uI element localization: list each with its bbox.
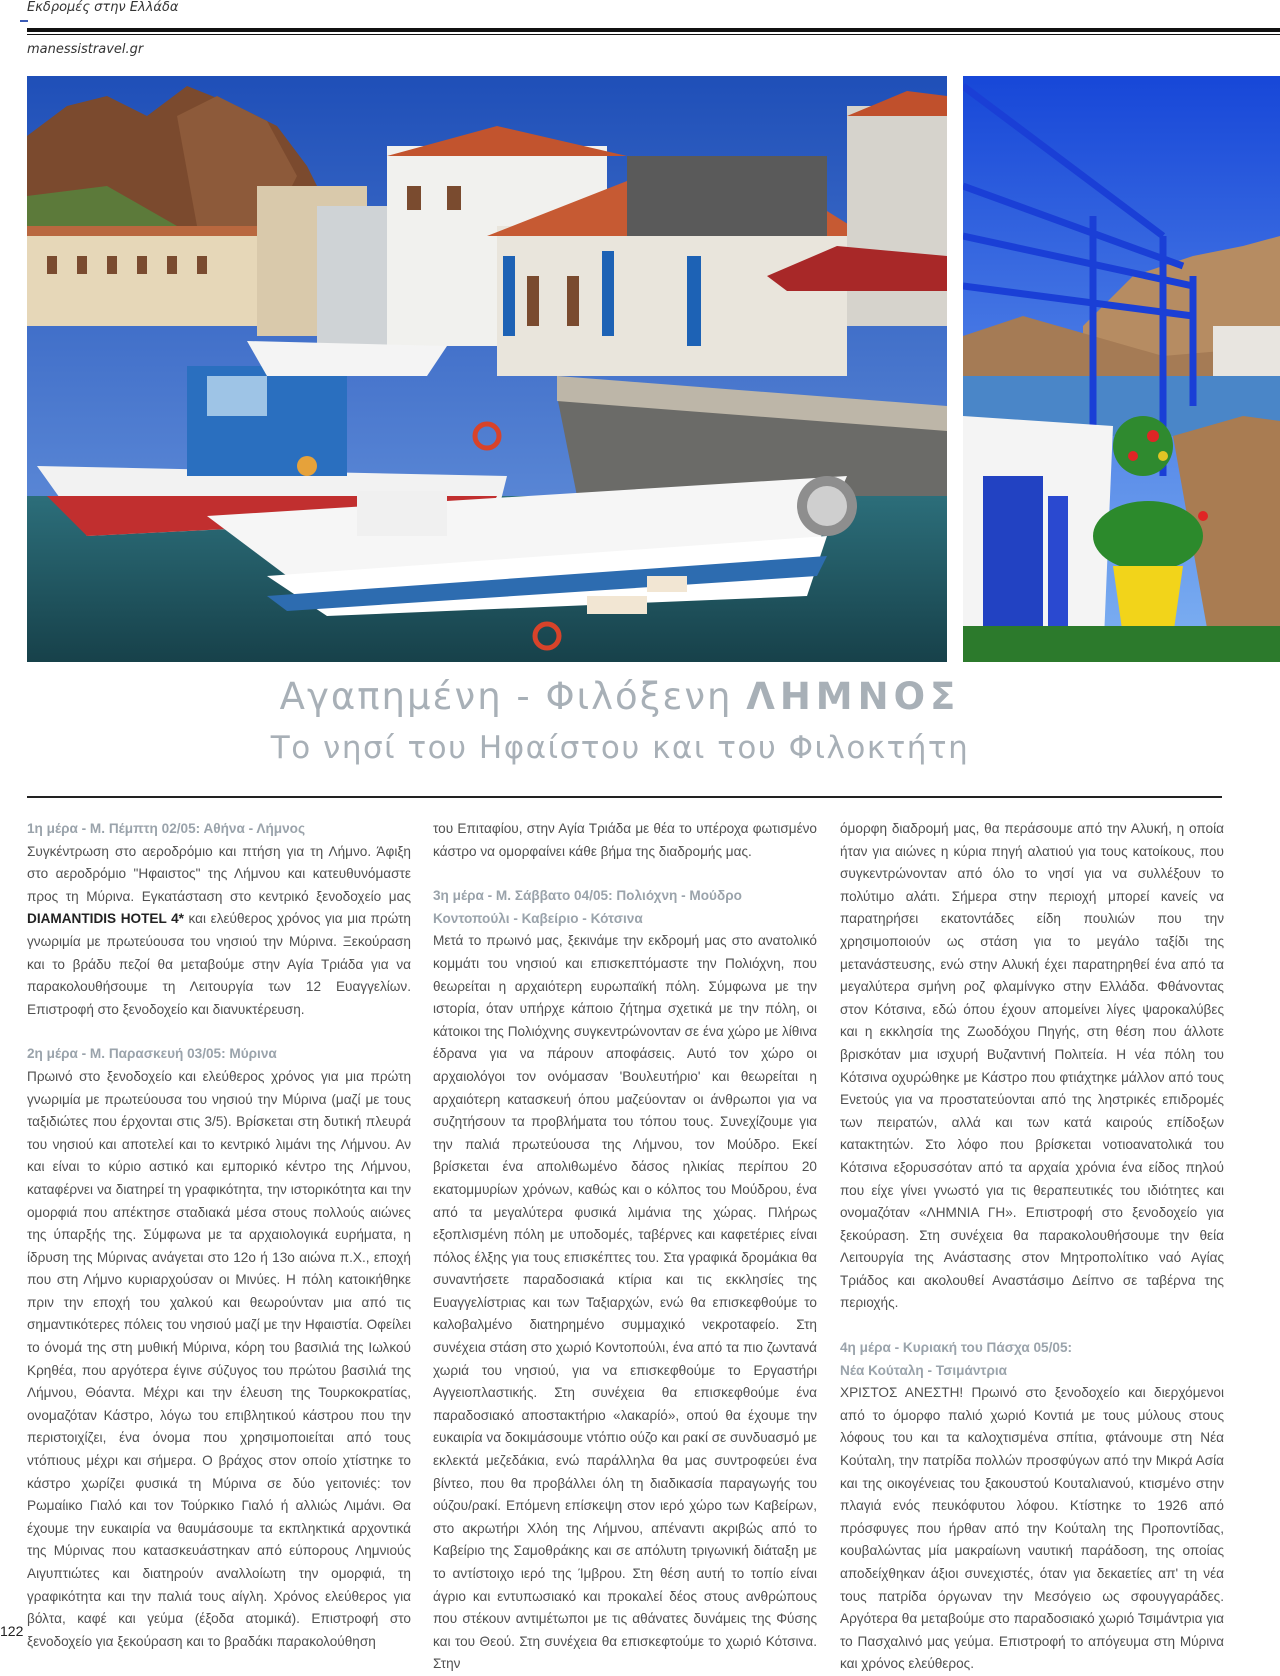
day1-text (27, 841, 411, 1022)
page-number: 122 (0, 1623, 24, 1639)
day3-text: Μετά το πρωινό μας, ξεκινάμε την εκδρομή μας στο ανατολικό κομμάτι του νησιού και επισκεπτόμαστε την Πολιόχνη, που θεωρείται η αρχαιότερη ευρωπαϊκή πόλη. Σύμφωνα με την ιστορία, όταν υπήρχε κάποιο ζήτημα σχετικά με την πόλη, οι κάτοικοι της Πολιόχνης συγκεντρώνονταν σε ένα χώρο με λίθινα έδρανα για να πάρουν αποφάσεις. Αυτό τον χώρο οι αρχαιολόγοι τον ονόμασαν 'Βουλευτήριο' και θεωρείται η αρχαιότερη κατασκευή όπου μαζεύονταν οι άνθρωποι για να συζητήσουν τα προβλήματα του τόπου τους. Συνεχίζουμε για την παλιά πρωτεύουσα της Λήμνου, τον Μούδρο. Εκεί βρίσκεται ένα απολιθωμένο δάσος ηλικίας περίπου 20 εκατομμυρίων χρόνων, καθώς και ο κόλπος του Μούδρου, ένα από τα μεγαλύτερα φυσικά λιμάνια της χώρας. Πλήρως εξοπλισμένη πόλη με υποδομές, ταβέρνες και καφετέριες είναι πόλος έλξης για τους επισκέπτες του. Στα γραφικά δρομάκια θα συναντήσετε παραδοσιακά κτίρια και τις εκκλησίες της Ευαγγελίστριας και των Ταξιαρχών, ενώ θα επισκεφθούμε το καλοβαλμένο διατηρημένο συμμαχικό νεκροταφείο. Στη συνέχεια στάση στο χωριό Κοντοπούλι, ένα από τα πιο ζωντανά χωριά του νησιού, για να επισκεφθούμε το Εργαστήρι Αγγειοπλαστικής. Στη συνέχεια θα επισκεφθούμε ένα παραδοσιακό αποστακτήριο «λακαρίό», οπού θα έχουμε την ευκαιρία να δοκιμάσουμε ντόπιο ούζο και ρακί σε συνδυασμό με εκλεκτά μεζεδάκια, ενώ παράλληλα θα μας συντροφεύει ένα βίντεο, που θα προβάλλει όλη τη διαδικασία παραγωγής του ούζου/ρακί. Επόμενη επίσκεψη στον ιερό χώρο των Καβείρων, στο ακρωτήρι Χλόη της Λήμνου, απέναντι ακριβώς από το Καβείριο της Σαμοθράκης και σε απόλυτη τριγωνική διάταξη με το αντίστοιχο ιερό της Ίμβρου. Στη θέση αυτή το τοπίο είναι άγριο και εντυπωσιακό και προκαλεί δέος στους ανθρώπους που στέκουν αντιμέτωποι με τις αθάνατες δυνάμεις της Φύσης και του Θεού. Στη συνέχεια θα επισκεφτούμε το χωριό Κότσινα. Στην (433, 933, 817, 1672)
day1-text-b: και ελεύθερος χρόνος για μια πρώτη γνωριμία με πρωτεύουσα του νησιού την Μύρινα. Ξεκούραση και το βράδυ πεζοί θα μεταβούμε στην Αγία Τριάδα για να παρακολουθήσουμε τη Λειτουργία των 12 Ευαγγελίων. Επιστροφή στο ξενοδοχείο και διανυκτέρευση. (27, 911, 411, 1017)
text-column-2 (433, 818, 817, 1676)
day2-heading: 2η μέρα - Μ. Παρασκευή 03/05: Μύρινα (27, 1046, 277, 1062)
pergola-photo (963, 76, 1280, 662)
day2-text-continued: του Επιταφίου, στην Αγία Τριάδα με θέα το υπέροχα φωτισμένο κάστρο να ομορφαίνει κάθε βήμα της διαδρομής μας. (433, 821, 817, 859)
header-rule-thin (27, 34, 1280, 35)
title-rule (27, 796, 1222, 798)
text-column-1 (27, 818, 411, 1653)
day1-heading: 1η μέρα - Μ. Πέμπτη 02/05: Αθήνα - Λήμνος (27, 821, 306, 836)
day1-hotel: DIAMANTIDIS HOTEL 4* (27, 911, 184, 927)
day4-text: ΧΡΙΣΤΟΣ ΑΝΕΣΤΗ! Πρωινό στο ξενοδοχείο και διερχόμενοι από το όμορφο παλιό χωριό Κοντιά με τους μύλους στους λόφους του και τα καλοχτισμένα σπίτια, φτάνουμε στη Νέα Κούταλη, την πατρίδα πολλών προσφύγων από την Μικρά Ασία και της οικογένειας του ξακουστού Κουταλιανού, κτισμένο στην πλαγιά ενός πευκόφυτου λόφου. Κτίστηκε το 1926 από πρόσφυγες που ήρθαν από την Κούταλη της Προποντίδας, κουβαλώντας μία μακραίωνη ναυτική παράδοση, της οποίας αποδείχθηκαν άξιοι συνεχιστές, όταν για δεκαετίες απ' τη νέα τους πατρίδα όργωναν την Μεσόγειο ως σφουγγαράδες. Αργότερα θα μεταβούμε στο παραδοσιακό χωριό Τσιμάντρια για το Πασχαλινό μας γεύμα. Επιστροφή το απόγευμα στη Μύρινα και χρόνος ελεύθερος. (840, 1385, 1224, 1672)
day3-text-continued: όμορφη διαδρομή μας, θα περάσουμε από την Αλυκή, η οποία ήταν για αιώνες η κύρια πηγή αλατιού για τους κατοίκους, που συγκεντρώνονταν από όλο το νησί για να συλλέξουν το πολύτιμο αλάτι. Σήμερα στην περιοχή μπορεί κανείς να παρατηρήσει εκατοντάδες είδη πουλιών που την χρησιμοποιούν ως στάση για το μεγάλο ταξίδι της μετανάστευσης, ενώ στην Αλυκή έχει παρατηρηθεί ένα από τα μεγαλύτερα σμήνη ροζ φλαμίνγκο στην Ελλάδα. Φθάνοντας στον Κότσινα, εδώ όπου έχουν απομείνει λίγες ψαροκαλύβες και η εκκλησία της Ζωοδόχου Πηγής, στη θέση που άλλοτε βρισκόταν μια ισχυρή Βυζαντινή Πολιτεία. Η νέα πόλη του Κότσινα οχυρώθηκε με Κάστρο που φτιάχτηκε μάλλον από τους Ενετούς για να προστατεύονται από της ληστρικές επιδρομές των πειρατών, αλλά και των κατά καιρούς επίδοξων κατακτητών. Στο λόφο που βρίσκεται νοτιοανατολικά του Κότσινα εξορυσσόταν από τα αρχαία χρόνια ένα είδος πηλού που είχε γίνει γνωστό για τις θεραπευτικές του ιδιότητες και ονομαζόταν «ΛΗΜΝΙΑ ΓΗ». Επιστροφή στο ξενοδοχείο για ξεκούραση. Στη συνέχεια θα παρακολουθήσουμε την θεία Λειτουργία της Ανάστασης στον Μητροπολίτικο ναό Αγίας Τριάδος και ακολουθεί Αναστάσιμο Δείπνο σε ταβέρνα της περιοχής. (840, 821, 1224, 1311)
page-title (0, 672, 1240, 722)
page-subtitle: Το νησί του Ηφαίστου και του Φιλοκτήτη (270, 730, 970, 766)
harbor-photo (27, 76, 947, 662)
day3-heading-line1: 3η μέρα - Μ. Σάββατο 04/05: Πολιόχνη - Μούδρο (433, 888, 742, 904)
day2-text: Πρωινό στο ξενοδοχείο και ελεύθερος χρόνος για μια πρώτη γνωριμία με πρωτεύουσα του νησιού την Μύρινα (μαζί με τους ταξιδιώτες που έρχονται στις 3/5). Βρίσκεται στη δυτική πλευρά του νησιού και αποτελεί και το κεντρικό λιμάνι της Λήμνου. Αν και είναι το κύριο αστικό και εμπορικό κέντρο της Λήμνου, καταφέρνει να διατηρεί τη γραφικότητα, την ιστορικότητα και την ομορφιά που απέκτησε σταδιακά μέσα στους πολλούς αιώνες της ύπαρξής της. Σύμφωνα με τα αρχαιολογικά ευρήματα, η ίδρυση της Μύρινας ανάγεται στο 12ο ή 13ο αιώνα π.Χ., εποχή που στη Λήμνο κυριαρχούσαν οι Μινύες. Η πόλη κατοικήθηκε πριν την εποχή του χαλκού και θεωρούνταν μια από τις σημαντικότερες πόλεις του νησιού μαζί με την Ηφαιστία. Οφείλει το όνομά της στη μυθική Μύρινα, κόρη του βασιλιά της Ιωλκού Κρηθέα, που αργότερα έγινε σύζυγος του πρώτου βασιλιά της Λήμνου, Θόαντα. Μέχρι και την έλευση της Τουρκοκρατίας, ονομαζόταν Κάστρο, λόγω του επιβλητικού κάστρου που την περιστοιχίζει, ένα όνομα που χρησιμοποιείται από τους ντόπιους μέχρι και σήμερα. Ο βράχος στον οποίο χτίστηκε το κάστρο χωρίζει φυσικά τη Μύρινα σε δύο γειτονιές: τον Ρωμαίικο Γιαλό και τον Τούρκικο Γιαλό ή αλλιώς Λιμάνι. Θα έχουμε την ευκαιρία να θαυμάσουμε τα εκπληκτικά αρχοντικά της Μύρινας που κατασκευάστηκαν από εύπορους Λημνιούς Αιγυπτιώτες και διατηρούν αναλλοίωτη την ομορφιά, τη γραφικότητα και την παλιά τους αίγλη. Χρόνος ελεύθερος για βόλτα, καφέ και γεύμα (έξοδα ατομικά). Επιστροφή στο ξενοδοχείο για ξεκούραση και το βραδάκι παρακολούθηση (27, 1068, 411, 1649)
title-block (0, 672, 1240, 770)
header-accent-mark (20, 20, 28, 22)
title-destination: ΛΗΜΝΟΣ (746, 675, 961, 718)
day4-heading-line1: 4η μέρα - Κυριακή του Πάσχα 05/05: (840, 1340, 1073, 1356)
section-label: Εκδρομές στην Ελλάδα (27, 0, 179, 15)
day4-heading-line2: Νέα Κούταλη - Τσιμάντρια (840, 1362, 1008, 1378)
day1-text-a: Συγκέντρωση στο αεροδρόμιο και πτήση για τη Λήμνο. Άφιξη στο αεροδρόμιο "Ηφαιστος" της Λήμνου και κατευθυνόμαστε προς τη Μύρινα. Εγκατάσταση στο κεντρικό ξενοδοχείο μας (27, 843, 411, 904)
day3-heading-line2: Κοντοπούλι - Καβείριο - Κότσινα (433, 910, 643, 926)
text-column-3 (840, 818, 1224, 1676)
site-name: manessistravel.gr (27, 42, 144, 57)
header-rule-thick (27, 28, 1280, 32)
title-prefix: Αγαπημένη - Φιλόξενη (279, 675, 733, 718)
